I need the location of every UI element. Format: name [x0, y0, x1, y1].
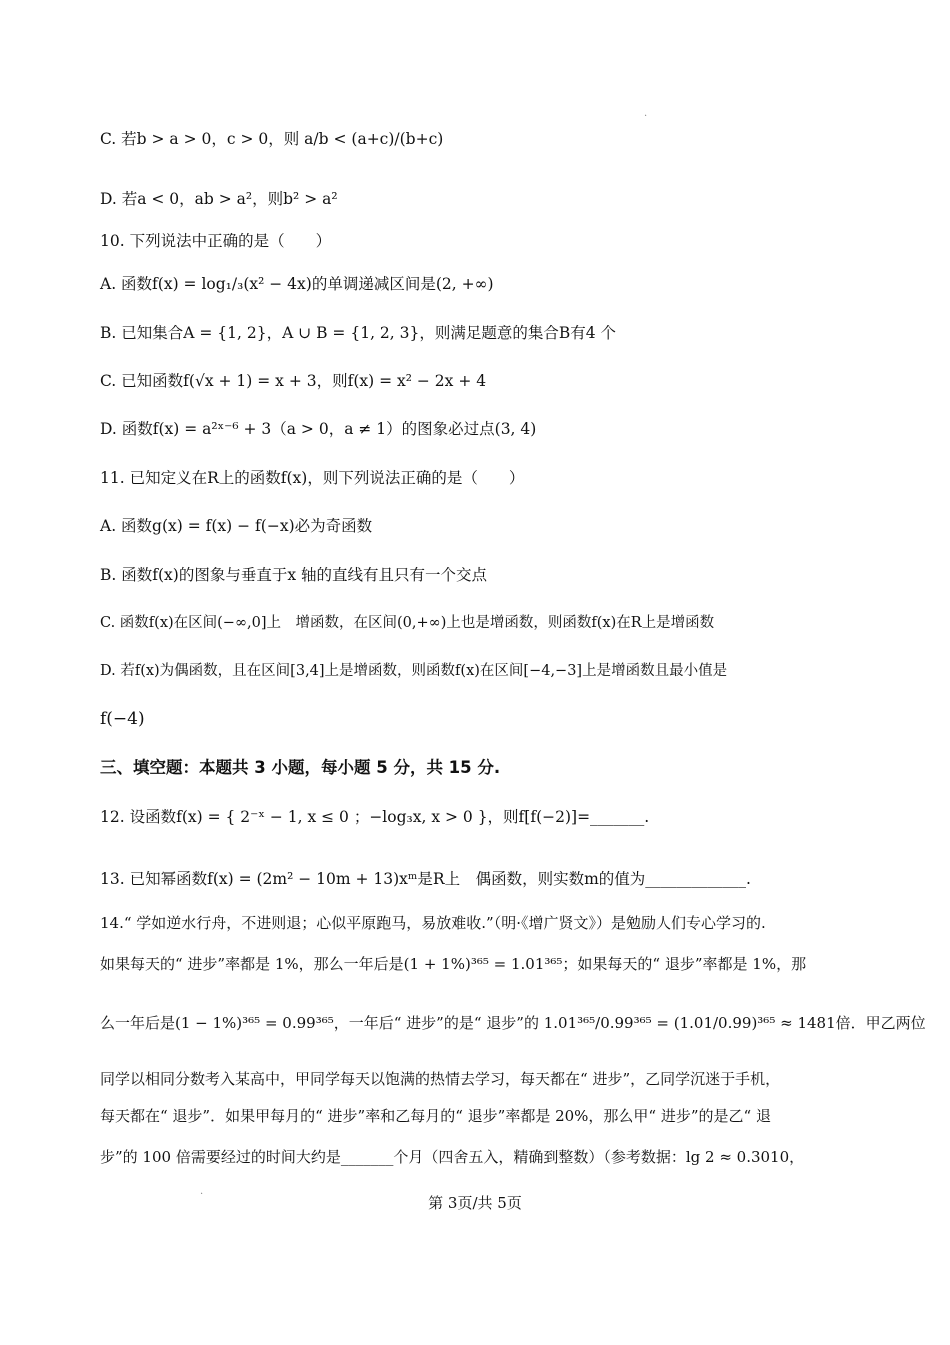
scan-dot: . [200, 1186, 204, 1197]
option-9d: D. 若a < 0，ab > a²，则b² > a² [100, 190, 338, 208]
option-11a: A. 函数g(x) = f(x) − f(−x)必为奇函数 [100, 517, 373, 535]
question-14-line-1: 14.“ 学如逆水行舟，不进则退；心似平原跑马，易放难收.”（明·《增广贤文》）是勉励人们专心学习的. [100, 914, 766, 932]
option-9c: C. 若b > a > 0，c > 0，则 a/b < (a+c)/(b+c) [100, 130, 444, 148]
question-12: 12. 设函数f(x) = { 2⁻ˣ − 1, x ≤ 0 ；−log₃x, x > 0 }，则f[f(−2)]=_______. [100, 808, 650, 826]
question-13: 13. 已知幂函数f(x) = (2m² − 10m + 13)xᵐ是R上 偶函数，则实数m的值为_____________. [100, 870, 751, 888]
option-10c: C. 已知函数f(√x + 1) = x + 3，则f(x) = x² − 2x + 4 [100, 372, 487, 390]
question-10: 10. 下列说法中正确的是（ ） [100, 232, 332, 250]
question-11: 11. 已知定义在R上的函数f(x)，则下列说法正确的是（ ） [100, 469, 525, 487]
option-10a: A. 函数f(x) = log₁/₃(x² − 4x)的单调递减区间是(2, +∞) [100, 275, 494, 293]
option-10b: B. 已知集合A = {1, 2}，A ∪ B = {1, 2, 3}，则满足题意的集合B有4 个 [100, 324, 617, 342]
option-11c: C. 函数f(x)在区间(−∞,0]上 增函数，在区间(0,+∞)上也是增函数，则函数f(x)在R上是增函数 [100, 615, 715, 631]
option-11d: D. 若f(x)为偶函数，且在区间[3,4]上是增函数，则函数f(x)在区间[−4,−3]上是增函数且最小值是 [100, 663, 728, 679]
question-14-line-5: 每天都在“ 退步”．如果甲每月的“ 进步”率和乙每月的“ 退步”率都是 20%，那么甲“ 进步”的是乙“ 退 [100, 1107, 771, 1125]
page-footer: 第 3页/共 5页 [428, 1194, 522, 1212]
question-14-line-3: 么一年后是(1 − 1%)³⁶⁵ = 0.99³⁶⁵，一年后“ 进步”的是“ 退步”的 1.01³⁶⁵/0.99³⁶⁵ = (1.01/0.99)³⁶⁵ ≈ 1481倍．甲乙两位 [100, 1014, 926, 1032]
option-10d: D. 函数f(x) = a²ˣ⁻⁶ + 3（a > 0，a ≠ 1）的图象必过点(3, 4) [100, 420, 537, 438]
option-11b: B. 函数f(x)的图象与垂直于x 轴的直线有且只有一个交点 [100, 566, 487, 584]
option-11d-continued: f(−4) [100, 709, 145, 729]
question-14-line-4: 同学以相同分数考入某高中，甲同学每天以饱满的热情去学习，每天都在“ 进步”，乙同学沉迷于手机， [100, 1070, 781, 1088]
scan-dot: . [644, 108, 648, 119]
section-title: 三、填空题：本题共 3 小题，每小题 5 分，共 15 分. [100, 758, 501, 777]
question-14-line-6: 步”的 100 倍需要经过的时间大约是_______个月（四舍五入，精确到整数）（参考数据：lg 2 ≈ 0.3010， [100, 1148, 805, 1166]
question-14-line-2: 如果每天的“ 进步”率都是 1%，那么一年后是(1 + 1%)³⁶⁵ = 1.01³⁶⁵；如果每天的“ 退步”率都是 1%，那 [100, 955, 807, 973]
